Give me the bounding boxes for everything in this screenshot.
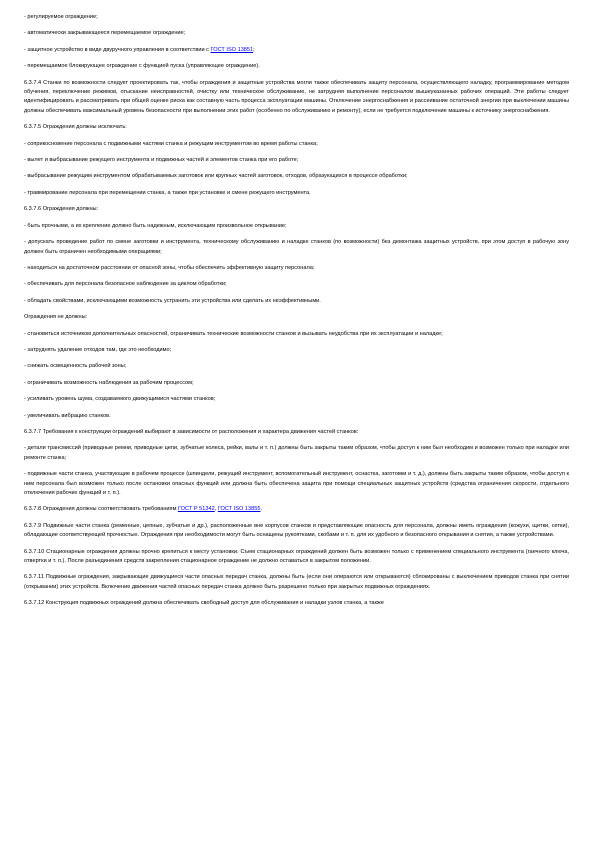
paragraph-text: 6.3.7.6 Ограждения должны: <box>24 206 99 213</box>
paragraph-text: - снижать освещенность рабочей зоны; <box>24 363 127 370</box>
standard-link[interactable]: ГОСТ ISO 13855 <box>217 506 261 513</box>
paragraph <box>24 79 569 117</box>
paragraph-text: - соприкосновение персонала с подвижными частями станка и режущим инструментом во время работы станка; <box>24 140 318 147</box>
paragraph <box>24 205 569 214</box>
paragraph <box>24 444 569 463</box>
paragraph-text: - перемещаемое блокирующее ограждение с функцией пуска (управляющее ограждение). <box>24 63 260 70</box>
paragraph <box>24 297 569 306</box>
paragraph <box>24 156 569 165</box>
paragraph-text: 6.3.7.8 Ограждения должны соответствовать требованиям <box>24 506 178 513</box>
paragraph <box>24 362 569 371</box>
paragraph-text: - обладать свойствами, исключающими возможность устранить эти устройства или сделать их неэффективными. <box>24 297 321 304</box>
paragraph-text: 6.3.7.4 Станки по возможности следует проектировать так, чтобы ограждения и защитные устройства могли также обеспечивать защиту персонала, осуществляющего наладку, программирование методом обучения, переключение режимов, отыскание неисправностей, очистку или техническое обслуживание, не затрудняя выполнение персоналом вышеуказанных рабочих операций. Эти работы следует идентифицировать и рассматривать при общей оценке риска как составную часть процесса эксплуатации машины. Отключение энергоснабжения и рассеивание остаточной энергии при выключении машины должны обеспечивать максимальный уровень безопасности при выполнении этих работ (особенно по обслуживанию и ремонту), если не требуется подключение машины к источнику энергоснабжения. <box>24 79 569 114</box>
paragraph-text: - автоматически закрывающееся перемещаемое ограждение; <box>24 30 186 37</box>
paragraph <box>24 379 569 388</box>
paragraph <box>24 222 569 231</box>
paragraph-text: 6.3.7.9 Подвижные части станка (ременные, цепные, зубчатые и др.), расположенные вне корпусов станков и представляющие опасность для персонала, должны иметь ограждения (кожухи, щитки, сетки), обладающие соответствующей прочностью. Ограждения при необходимости могут быть оснащены рукоятками, скобами и т. п. для их удобного и безопасного открывания и снятия, а также устройствами. <box>24 522 569 539</box>
paragraph <box>24 140 569 149</box>
paragraph <box>24 46 569 55</box>
paragraph <box>24 599 569 608</box>
standard-link[interactable]: ГОСТ ISO 13851 <box>210 46 254 53</box>
paragraph <box>24 123 569 132</box>
paragraph <box>24 172 569 181</box>
paragraph-text: - увеличивать вибрацию станков. <box>24 412 111 419</box>
paragraph-text: 6.3.7.11 Подвижные ограждения, закрывающие движущиеся части опасных передач станка, должны быть (если они опираются или открываются) сблокированы с выключением приводов станка при снятии (открывании) этих устройств. Включение движения частей опасных передач станка должно быть разрешено только при закрытых подвижных ограждениях. <box>24 574 569 590</box>
paragraph <box>24 280 569 289</box>
paragraph <box>24 395 569 404</box>
paragraph <box>24 330 569 339</box>
paragraph-text: - находиться на достаточном расстоянии от опасной зоны, чтобы обеспечить эффективную защиту персонала; <box>24 264 315 271</box>
paragraph-text: - вылет и выбрасывание режущего инструмента и подвижных частей и элементов станка при его работе; <box>24 157 299 164</box>
paragraph <box>24 238 569 257</box>
paragraph-text: - затруднять удаление отходов там, где это необходимо; <box>24 346 172 353</box>
paragraph <box>24 573 569 592</box>
standard-link[interactable]: ГОСТ Р 51342 <box>177 506 215 513</box>
paragraph <box>24 29 569 38</box>
paragraph-text: - травмирование персонала при перемещении станка, а также при установке и смене режущего инструмента. <box>24 189 311 196</box>
paragraph <box>24 548 569 567</box>
paragraph-text: 6.3.7.12 Конструкция подвижных ограждений должна обеспечивать свободный доступ для обслуживания и наладки узлов станка, а также <box>24 600 384 607</box>
paragraph-text: - выбрасывание режущим инструментом обрабатываемых заготовок или крупных частей заготовок, отходов, образующихся в процессе обработки; <box>24 173 408 180</box>
paragraph <box>24 428 569 437</box>
document-page <box>24 13 569 616</box>
paragraph-text: 6.3.7.5 Ограждения должны исключать: <box>24 124 127 131</box>
paragraph <box>24 189 569 198</box>
paragraph <box>24 62 569 71</box>
paragraph-text: - усиливать уровень шума, создаваемого движущимися частями станков; <box>24 396 216 403</box>
paragraph <box>24 412 569 421</box>
paragraph-text: - детали трансмиссий (приводные ремни, приводные цепи, зубчатые колеса, рейки, валы и т. п.) должны быть закрыты таким образом, чтобы доступ к ним был необходим и возможен только при наладке или ремонте станка; <box>24 445 569 461</box>
paragraph <box>24 313 569 322</box>
paragraph-tail: . <box>260 506 263 513</box>
paragraph-text: 6.3.7.7 Требования к конструкции ограждений выбирают в зависимости от расположения и характера движения частей станков: <box>24 428 359 435</box>
paragraph-tail: ; <box>253 46 255 53</box>
paragraph <box>24 346 569 355</box>
paragraph-text: - ограничивать возможность наблюдения за рабочим процессом; <box>24 379 194 386</box>
paragraph-text: - обеспечивать для персонала безопасное наблюдение за циклом обработки; <box>24 281 227 288</box>
paragraph <box>24 13 569 22</box>
paragraph-text: - допускать проведение работ по смене заготовки и инструмента, техническому обслуживанию и наладке станков (по возможности) без демонтажа защитных устройств, при этом доступ в рабочую зону должен быть ограничен необходимыми операциями; <box>24 239 569 255</box>
paragraph-text: - подвижные части станка, участвующие в рабочем процессе (шпиндели, режущий инструмент, вспомогательный инструмент, оснастка, заготовки и т. д.), должны быть закрыты таким образом, чтобы доступ к ним персонала был возможен только после остановки опасных функций или должна быть обеспечена защита при помощи специальных защитных устройств (средства ограничения скорости, отдельного отключения рабочих функций и т. п.). <box>24 471 569 496</box>
paragraph <box>24 470 569 498</box>
paragraph-text: - быть прочными, а их крепление должно быть надежным, исключающим произвольное открывание; <box>24 222 287 229</box>
paragraph <box>24 522 569 541</box>
paragraph <box>24 264 569 273</box>
paragraph-text: Ограждения не должны: <box>24 314 88 321</box>
paragraph-text: - становиться источником дополнительных опасностей, ограничивать технические возможности станков и вызывать неудобства при их эксплуатации и наладке; <box>24 330 443 337</box>
paragraph-text: - регулируемое ограждение; <box>24 14 98 20</box>
paragraph-text: - защитное устройство в виде двуручного управления в соответствии с <box>24 46 211 53</box>
paragraph-text: 6.3.7.10 Стационарные ограждения должны прочно крепиться к месту установки. Съем стационарных ограждений должен быть возможен только с применением специального инструмента (гаечного ключа, отвертки и т. п.). После разъединения средств закрепления стационарное ограждение не должно оставаться в закрытом положении. <box>24 548 569 565</box>
paragraph: 6.3.7.8 Ограждения должны соответствовать требованиям ГОСТ Р 51342, ГОСТ ISO 13855. <box>24 506 263 513</box>
